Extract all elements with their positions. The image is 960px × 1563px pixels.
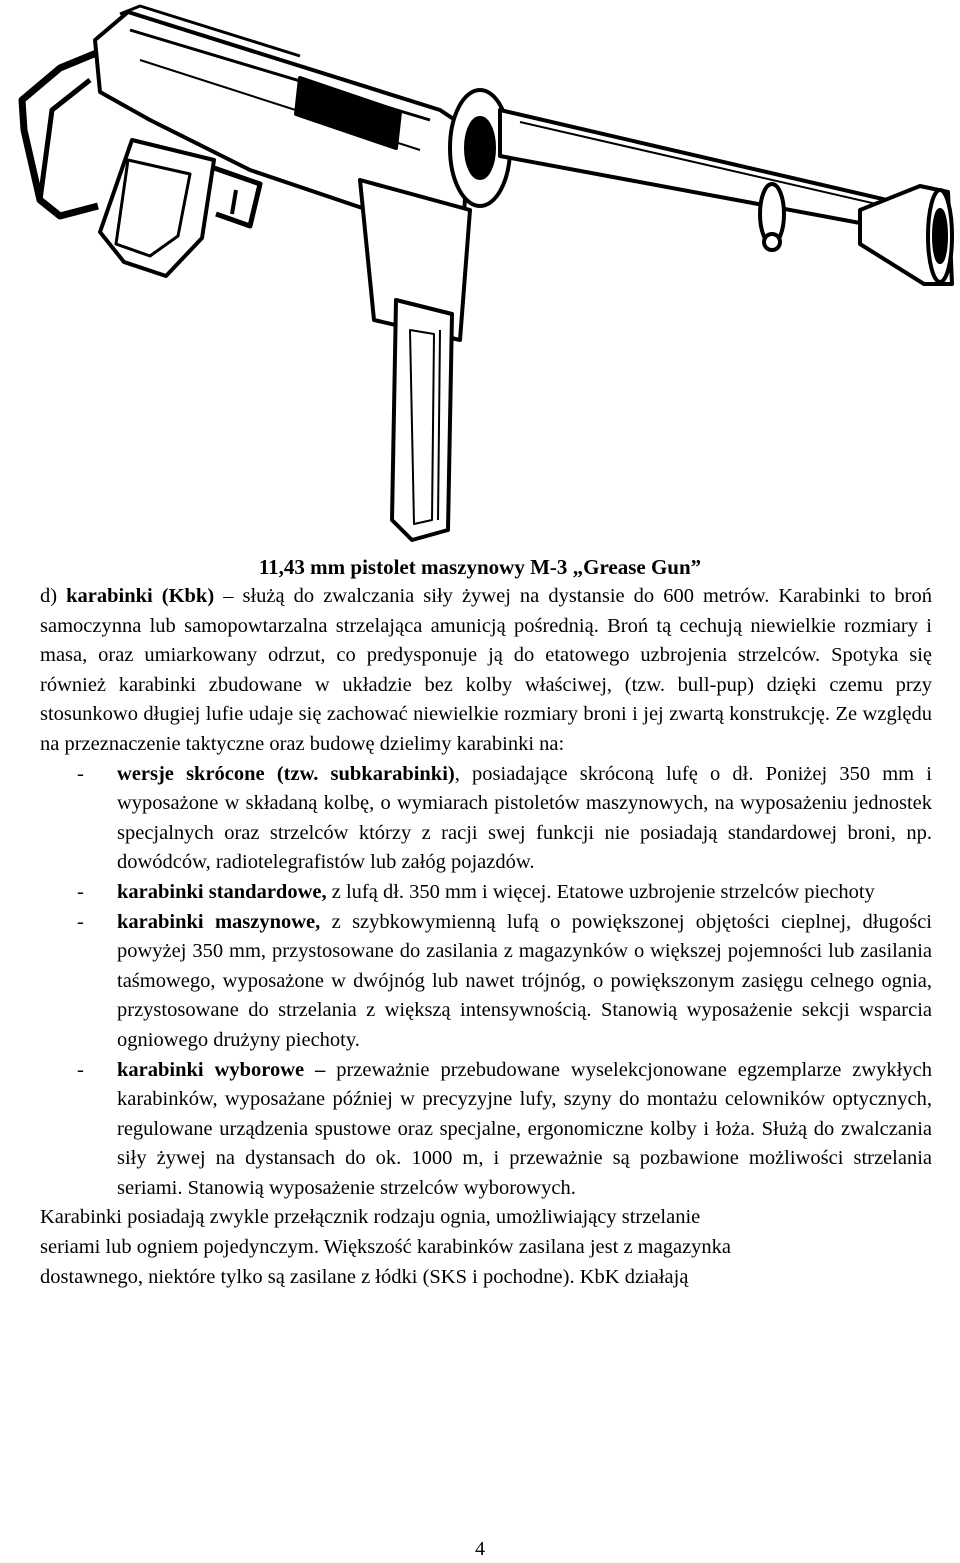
list-dash: - — [77, 910, 84, 933]
list-item — [40, 760, 932, 878]
page-number: 4 — [475, 1538, 485, 1560]
section-d — [40, 582, 932, 760]
closing-line: Karabinki posiadają zwykle przełącznik rodzaju ognia, umożliwiający strzelanie — [40, 1206, 701, 1229]
body-text — [40, 582, 932, 1292]
list-item — [40, 1056, 932, 1204]
closing-paragraph — [40, 1203, 932, 1292]
list-text: przeważnie przebudowane wyselekcjonowane egzemplarze zwykłych karabinków, wyposażane później w precyzyjne lufy, szyny do montażu celowników optycznych, regulowane urządzenia spustowe oraz specjalne, ergonomiczne kolby i łoża. Służą do zwalczania siły żywej na dystansach do ok. 1000 m, i przeważnie są pozbawione możliwości strzelania seriami. Stanowią wyposażenie strzelców wyborowych. — [117, 1058, 932, 1199]
list-item — [40, 908, 932, 1056]
list-text: , posiadające skróconą lufę o dł. Poniżej 350 mm i wyposażone w składaną kolbę, o wymiarach pistoletów maszynowych, na wyposażeniu jednostek specjalnych oraz strzelców którzy z racji swej funkcji nie posiadają standardowej broni, np. dowódców, radiotelegrafistów lub załóg pojazdów. — [117, 762, 932, 874]
list-dash: - — [77, 762, 84, 785]
list-dash: - — [77, 1058, 84, 1081]
closing-line: seriami lub ogniem pojedynczym. Większość karabinków zasilana jest z magazynka — [40, 1236, 732, 1259]
list-term: wersje skrócone (tzw. subkarabinki) — [117, 762, 455, 785]
list-term: karabinki wyborowe – — [117, 1058, 326, 1081]
list-dash: - — [77, 880, 84, 903]
list-item — [40, 878, 932, 908]
list-term: karabinki maszynowe, — [117, 910, 321, 933]
weapon-illustration — [0, 0, 960, 560]
section-text: – służą do zwalczania siły żywej na dystansie do 600 metrów. Karabinki to broń samoczynna lub samopowtarzalna strzelająca amunicją pośrednią. Broń tą cechują niewielkie rozmiary i masa, oraz umiarkowany odrzut, co predysponuje ją do etatowego uzbrojenia strzelców. Spotyka się również karabinki zbudowane w układzie bez kolby właściwej, (tzw. bull-pup) dzięki czemu przy stosunkowo długiej lufie udaje się zachować niewielkie rozmiary broni i jej zwartą konstrukcję. Ze względu na przeznaczenie taktyczne oraz budowę dzielimy karabinki na: — [40, 585, 933, 755]
section-term: karabinki (Kbk) — [66, 585, 215, 607]
list-text: z szybkowymienną lufą o powiększonej objętości cieplnej, długości powyżej 350 mm, przystosowane do zasilania z magazynków o większej pojemności lub zasilania taśmowego, wyposażone w dwójnóg lub nawet trójnóg, o powiększonym zasięgu celnego ognia, przystosowane do strzelania z większą intensywnością. Stanowią wyposażenie sekcji wsparcia ogniowego drużyny piechoty. — [117, 910, 932, 1051]
list-text: z lufą dł. 350 mm i więcej. Etatowe uzbrojenie strzelców piechoty — [326, 880, 875, 903]
section-marker: d) — [40, 585, 58, 607]
list-term: karabinki standardowe, — [117, 880, 327, 903]
figure-caption: 11,43 mm pistolet maszynowy M-3 „Grease Gun” — [258, 555, 702, 579]
closing-line: dostawnego, niektóre tylko są zasilane z łódki (SKS i pochodne). KbK działają — [40, 1265, 689, 1288]
